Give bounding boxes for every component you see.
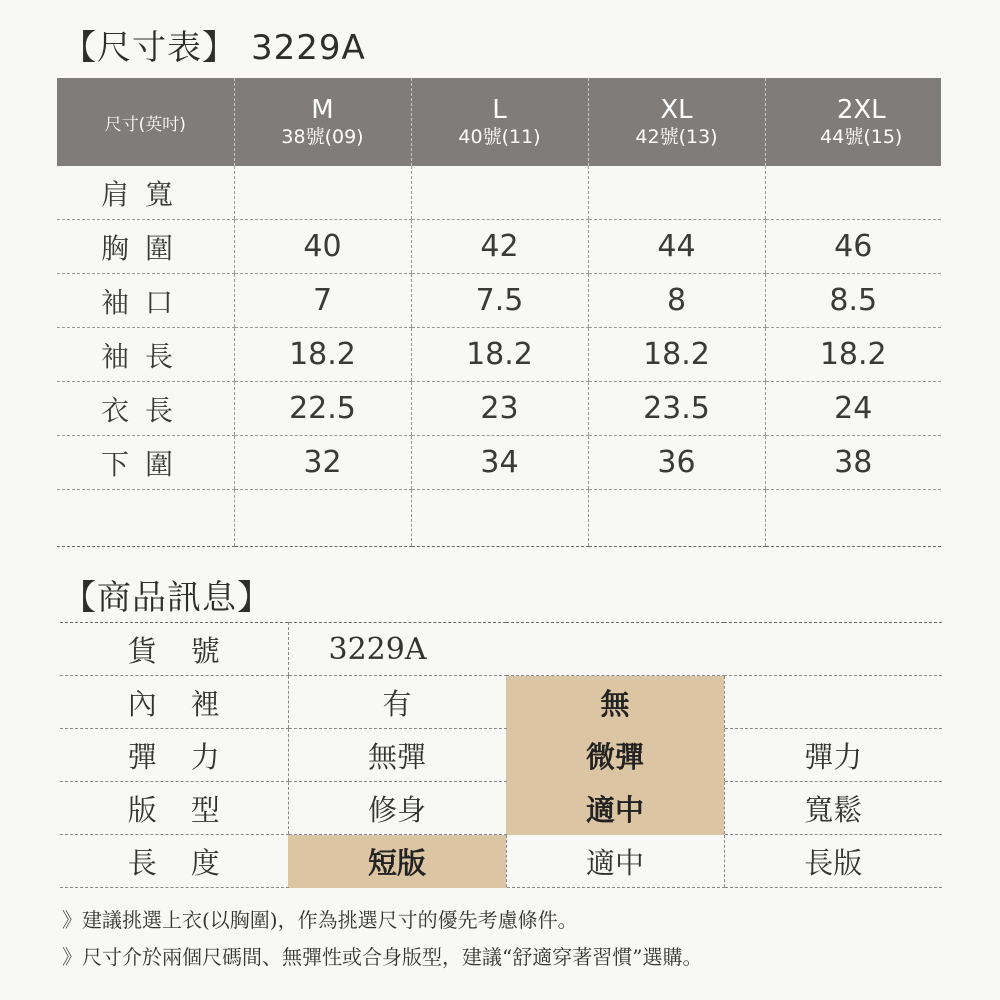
info-label: 貨號: [60, 623, 288, 676]
row-label: 衣長: [57, 382, 234, 436]
option-cell-selected: 短版: [288, 835, 506, 888]
measurement-cell: 24: [765, 382, 941, 436]
size-name: 2XL: [836, 95, 886, 125]
option-cell: 適中: [506, 835, 724, 888]
note-between-sizes: 》尺寸介於兩個尺碼間、無彈性或合身版型，建議“舒適穿著習慣”選購。: [62, 945, 703, 969]
info-row-elasticity: [60, 729, 942, 782]
size-number: 40號(11): [458, 126, 541, 148]
measurement-cell: 22.5: [234, 382, 411, 436]
option-cell-selected: 微彈: [506, 729, 724, 782]
measurement-cell: [411, 490, 588, 547]
measurement-cell: 18.2: [234, 328, 411, 382]
row-label: 袖長: [57, 328, 234, 382]
row-label: 肩寬: [57, 166, 234, 220]
measurement-row-hem: [57, 436, 941, 490]
size-name: L: [492, 95, 507, 125]
option-cell-selected: 無: [506, 676, 724, 729]
measurement-cell: [588, 166, 765, 220]
measurement-cell: [765, 166, 941, 220]
measurement-cell: 18.2: [411, 328, 588, 382]
option-cell: 有: [288, 676, 506, 729]
info-label: 長度: [60, 835, 288, 888]
measurement-cell: 42: [411, 220, 588, 274]
row-label: 胸圍: [57, 220, 234, 274]
option-cell: 修身: [288, 782, 506, 835]
unit-label: 尺寸(英吋): [104, 114, 186, 135]
option-cell-selected: 適中: [506, 782, 724, 835]
measurement-cell: [234, 166, 411, 220]
size-name: M: [311, 95, 334, 125]
note-chest-priority: 》建議挑選上衣(以胸圍)，作為挑選尺寸的優先考慮條件。: [62, 908, 578, 932]
info-row-lining: [60, 676, 942, 729]
measurement-cell: 38: [765, 436, 941, 490]
info-row-length: [60, 835, 942, 888]
info-label: 版型: [60, 782, 288, 835]
measurement-cell: 18.2: [588, 328, 765, 382]
row-label: 袖口: [57, 274, 234, 328]
product-info-table: [60, 622, 942, 888]
row-label: 下圍: [57, 436, 234, 490]
measurement-cell: [588, 490, 765, 547]
row-label: [57, 490, 234, 547]
size-chart-title: [62, 24, 366, 72]
measurement-cell: [234, 490, 411, 547]
option-cell-empty: [724, 676, 942, 729]
option-cell: 長版: [724, 835, 942, 888]
size-chart-product-code: 3229A: [251, 28, 366, 68]
option-cell: 彈力: [724, 729, 942, 782]
size-name: XL: [660, 95, 693, 125]
size-chart-heading: 【尺寸表】: [62, 28, 237, 68]
size-header-2xl: [765, 78, 941, 166]
product-info-title: 【商品訊息】: [62, 578, 272, 618]
measurement-row-body-length: [57, 382, 941, 436]
item-no-value: 3229A: [288, 623, 942, 676]
size-header-l: [411, 78, 588, 166]
option-cell: 寬鬆: [724, 782, 942, 835]
info-label: 內裡: [60, 676, 288, 729]
measurement-cell: 40: [234, 220, 411, 274]
size-header-m: [234, 78, 411, 166]
option-cell: 無彈: [288, 729, 506, 782]
size-number: 42號(13): [635, 126, 718, 148]
measurement-cell: 23: [411, 382, 588, 436]
measurement-row-shoulder: [57, 166, 941, 220]
measurement-row-empty: [57, 490, 941, 547]
info-row-fit: [60, 782, 942, 835]
measurement-cell: 44: [588, 220, 765, 274]
measurement-cell: 23.5: [588, 382, 765, 436]
size-number: 44號(15): [820, 126, 903, 148]
info-row-item-no: [60, 623, 942, 676]
measurement-row-chest: [57, 220, 941, 274]
size-chart-table: [57, 78, 941, 547]
measurement-cell: [765, 490, 941, 547]
measurement-cell: 34: [411, 436, 588, 490]
size-header-xl: [588, 78, 765, 166]
measurement-cell: 18.2: [765, 328, 941, 382]
size-chart-header-row: [57, 78, 941, 166]
measurement-cell: 8: [588, 274, 765, 328]
measurement-cell: [411, 166, 588, 220]
measurement-row-cuff: [57, 274, 941, 328]
info-label: 彈力: [60, 729, 288, 782]
measurement-cell: 32: [234, 436, 411, 490]
measurement-cell: 8.5: [765, 274, 941, 328]
measurement-row-sleeve-length: [57, 328, 941, 382]
size-number: 38號(09): [281, 126, 364, 148]
measurement-cell: 7.5: [411, 274, 588, 328]
unit-header: [57, 78, 234, 166]
measurement-cell: 46: [765, 220, 941, 274]
measurement-cell: 7: [234, 274, 411, 328]
measurement-cell: 36: [588, 436, 765, 490]
